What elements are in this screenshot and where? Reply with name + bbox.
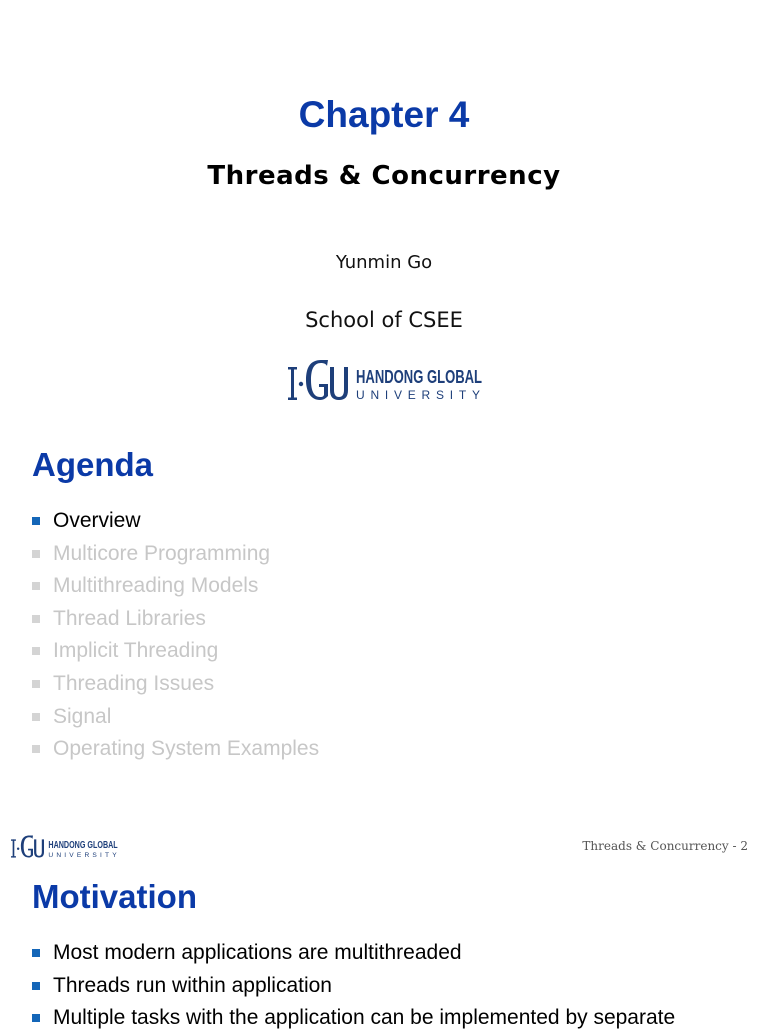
agenda-title: Agenda: [32, 446, 154, 483]
square-bullet-icon: [32, 615, 40, 623]
chapter-title: Chapter 4: [298, 94, 470, 135]
square-bullet-icon: [32, 550, 40, 558]
chapter-subtitle: Threads & Concurrency: [207, 161, 561, 191]
motivation-title: Motivation: [32, 878, 197, 915]
agenda-item-label: Multithreading Models: [53, 574, 259, 598]
university-logo-small: [11, 832, 121, 860]
motivation-item: [32, 938, 675, 971]
square-bullet-icon: [32, 517, 40, 525]
agenda-item: [32, 506, 319, 539]
square-bullet-icon: [32, 582, 40, 590]
motivation-item-label: Threads run within application: [53, 973, 332, 997]
square-bullet-icon: [32, 680, 40, 688]
agenda-item: [32, 604, 319, 637]
square-bullet-icon: [32, 713, 40, 721]
square-bullet-icon: [32, 647, 40, 655]
slide-footer: Threads & Concurrency - 2: [582, 839, 748, 853]
square-bullet-icon: [32, 982, 40, 990]
agenda-item: [32, 702, 319, 735]
agenda-item-label: Signal: [53, 704, 112, 728]
agenda-item-label: Overview: [53, 509, 141, 532]
agenda-list: [32, 506, 319, 767]
motivation-item-label: Multiple tasks with the application can be implemented by separate: [53, 1006, 676, 1030]
agenda-item: [32, 571, 319, 604]
square-bullet-icon: [32, 1014, 40, 1022]
motivation-item-label: Most modern applications are multithreaded: [53, 941, 462, 964]
square-bullet-icon: [32, 949, 40, 957]
square-bullet-icon: [32, 745, 40, 753]
logo-name-line2: UNIVERSITY: [356, 388, 480, 402]
agenda-item: [32, 636, 319, 669]
logo-name-line1: HANDONG GLOBAL: [356, 367, 482, 387]
agenda-item-label: Thread Libraries: [53, 606, 206, 630]
agenda-item-label: Threading Issues: [53, 671, 215, 695]
motivation-item: [32, 971, 675, 1004]
agenda-item-label: Multicore Programming: [53, 541, 271, 565]
agenda-item-label: Operating System Examples: [53, 737, 320, 761]
agenda-item: [32, 734, 319, 767]
logo-small-name-line1: HANDONG GLOBAL: [48, 840, 118, 852]
agenda-item-label: Implicit Threading: [53, 639, 219, 663]
motivation-item: [32, 1003, 675, 1036]
motivation-list: [32, 938, 675, 1036]
agenda-item: [32, 539, 319, 572]
school-name: School of CSEE: [305, 308, 463, 332]
logo-small-name-line2: UNIVERSITY: [48, 852, 117, 859]
author-name: Yunmin Go: [335, 252, 433, 273]
university-logo: [288, 354, 488, 404]
agenda-item: [32, 669, 319, 702]
